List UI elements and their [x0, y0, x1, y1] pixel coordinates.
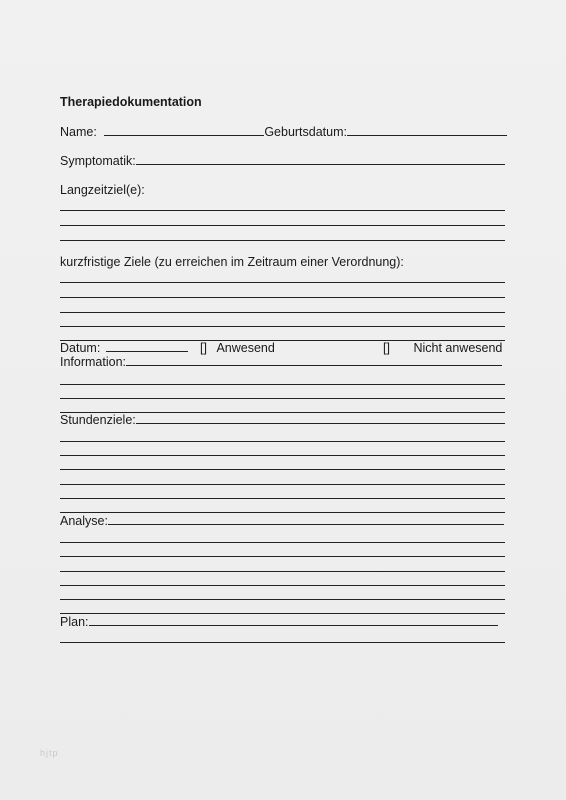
analyse-field[interactable] — [108, 514, 504, 525]
plan-row — [60, 615, 498, 629]
langzeitziele-label: Langzeitziel(e): — [60, 183, 145, 197]
kurzfristige-line[interactable] — [60, 312, 505, 313]
nicht-anwesend-checkbox[interactable]: [] — [383, 341, 390, 355]
information-row — [60, 355, 502, 369]
kurzfristige-ziele-label: kurzfristige Ziele (zu erreichen im Zeitraum einer Verordnung): — [60, 255, 404, 269]
birthdate-label: Geburtsdatum: — [264, 125, 347, 139]
anwesend-checkbox[interactable]: [] — [200, 341, 207, 355]
watermark: hjtp — [40, 748, 59, 758]
plan-field[interactable] — [89, 615, 498, 626]
analyse-line[interactable] — [60, 542, 505, 543]
information-label: Information: — [60, 355, 127, 369]
analyse-line[interactable] — [60, 585, 505, 586]
datum-field[interactable] — [106, 341, 188, 352]
analyse-line[interactable] — [60, 556, 505, 557]
plan-line[interactable] — [60, 642, 505, 643]
datum-label: Datum: — [60, 341, 101, 355]
stundenziele-line[interactable] — [60, 512, 505, 513]
birthdate-field[interactable] — [347, 125, 507, 136]
symptomatik-field[interactable] — [136, 154, 505, 165]
symptomatik-label: Symptomatik: — [60, 154, 136, 168]
stundenziele-line[interactable] — [60, 441, 505, 442]
name-row — [60, 125, 507, 139]
kurzfristige-line[interactable] — [60, 297, 505, 298]
analyse-line[interactable] — [60, 613, 505, 614]
stundenziele-line[interactable] — [60, 498, 505, 499]
symptomatik-row — [60, 154, 505, 168]
analyse-label: Analyse: — [60, 514, 108, 528]
stundenziele-row — [60, 413, 505, 427]
name-label: Name: — [60, 125, 97, 139]
name-field[interactable] — [104, 125, 264, 136]
analyse-line[interactable] — [60, 571, 505, 572]
kurzfristige-line[interactable] — [60, 282, 505, 283]
document-title: Therapiedokumentation — [60, 95, 202, 109]
stundenziele-field[interactable] — [136, 413, 505, 424]
analyse-row — [60, 514, 504, 528]
information-line[interactable] — [60, 398, 505, 399]
plan-label: Plan: — [60, 615, 89, 629]
nicht-anwesend-option[interactable] — [383, 341, 502, 355]
datum-row — [60, 341, 188, 355]
stundenziele-label: Stundenziele: — [60, 413, 136, 427]
nicht-anwesend-label: Nicht anwesend — [413, 341, 503, 355]
langzeitziele-line[interactable] — [60, 210, 505, 211]
kurzfristige-line[interactable] — [60, 326, 505, 327]
langzeitziele-line[interactable] — [60, 240, 505, 241]
stundenziele-line[interactable] — [60, 484, 505, 485]
stundenziele-line[interactable] — [60, 455, 505, 456]
analyse-line[interactable] — [60, 599, 505, 600]
anwesend-label: Anwesend — [216, 341, 275, 355]
anwesend-option[interactable] — [200, 341, 275, 355]
langzeitziele-line[interactable] — [60, 225, 505, 226]
information-field[interactable] — [126, 355, 502, 366]
information-line[interactable] — [60, 384, 505, 385]
stundenziele-line[interactable] — [60, 469, 505, 470]
